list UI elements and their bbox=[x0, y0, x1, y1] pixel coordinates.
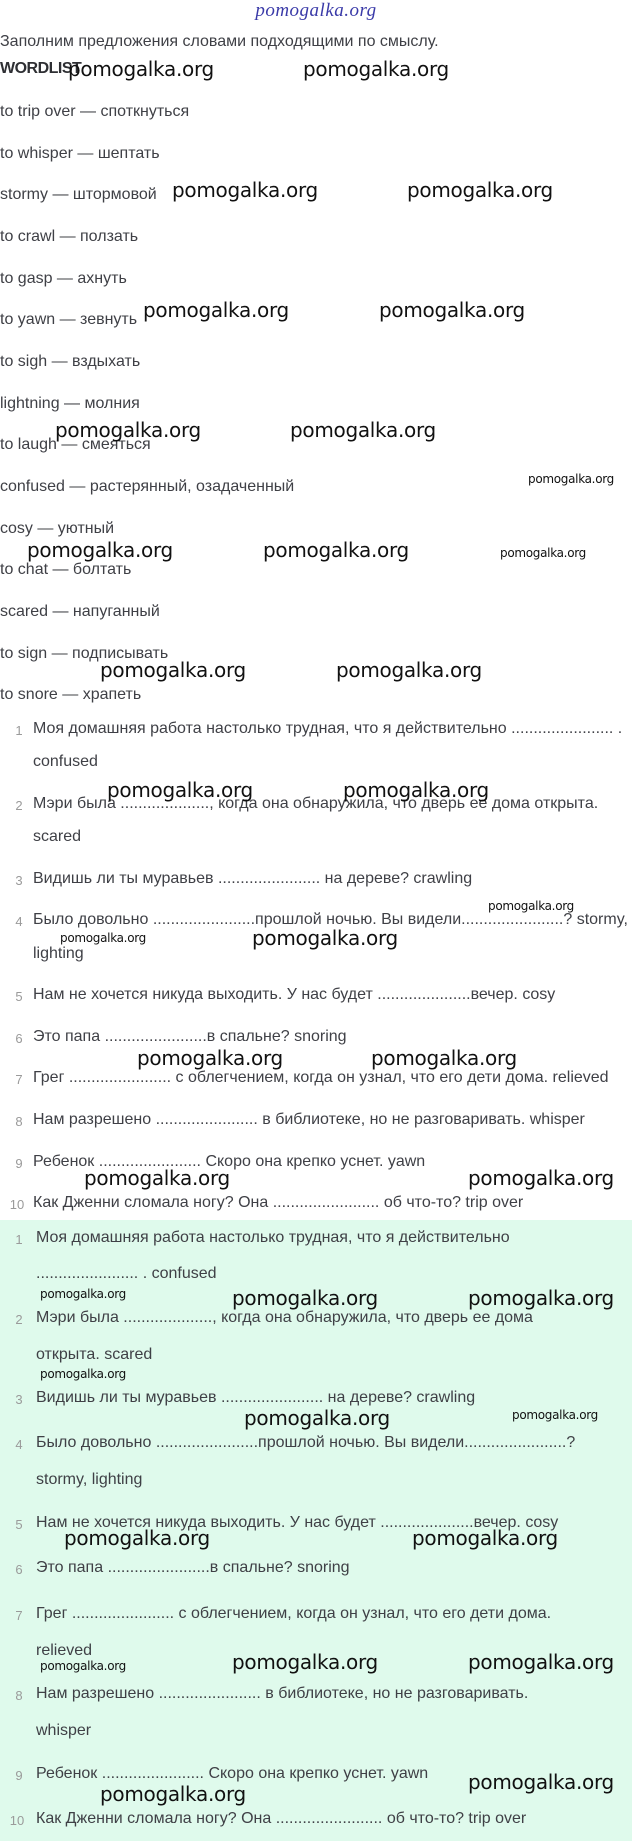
answer-item-text: Как Дженни сломала ногу? Она ........................ об что-то? trip over bbox=[36, 1810, 527, 1827]
answer-item-answer: открыта. scared bbox=[36, 1346, 153, 1363]
wordlist-item: to snore — храпеть bbox=[0, 686, 142, 703]
exercise-item-text: Нам не хочется никуда выходить. У нас будет .....................вечер. cosy bbox=[33, 986, 556, 1003]
item-number: 6 bbox=[15, 1031, 23, 1046]
exercise-item-text: Как Дженни сломала ногу? Она ........................ об что-то? trip over bbox=[33, 1194, 524, 1211]
wordlist-item: scared — напуганный bbox=[0, 603, 160, 620]
watermark: pomogalka.org bbox=[252, 926, 398, 950]
answer-item-text: Ребенок ....................... Скоро она крепко уснет. yawn bbox=[36, 1765, 429, 1782]
exercise-item-text: Это папа .......................в спальне? snoring bbox=[33, 1028, 347, 1045]
watermark: pomogalka.org bbox=[407, 178, 553, 202]
wordlist-item: stormy — штормовой bbox=[0, 186, 157, 203]
exercise-item-text: Видишь ли ты муравьев ....................... на дереве? crawling bbox=[33, 870, 473, 887]
answer-number: 1 bbox=[15, 1232, 23, 1247]
answer-item-text: Видишь ли ты муравьев ....................... на дереве? crawling bbox=[36, 1389, 476, 1406]
watermark: pomogalka.org bbox=[68, 57, 214, 81]
answer-item-text: Мэри была ...................., когда она обнаружила, что дверь ее дома bbox=[36, 1309, 533, 1326]
watermark: pomogalka.org bbox=[107, 778, 253, 802]
item-number: 2 bbox=[15, 798, 23, 813]
watermark: pomogalka.org bbox=[27, 538, 173, 562]
watermark: pomogalka.org bbox=[468, 1166, 614, 1190]
watermark: pomogalka.org bbox=[528, 472, 614, 486]
wordlist-item: to sigh — вздыхать bbox=[0, 353, 141, 370]
watermark: pomogalka.org bbox=[468, 1770, 614, 1794]
wordlist-title: WORDLIST bbox=[0, 60, 82, 77]
watermark: pomogalka.org bbox=[500, 546, 586, 560]
watermark: pomogalka.org bbox=[100, 1782, 246, 1806]
answer-item-answer: stormy, lighting bbox=[36, 1471, 143, 1488]
watermark: pomogalka.org bbox=[244, 1406, 390, 1430]
item-number: 4 bbox=[15, 914, 23, 929]
wordlist-item: lightning — молния bbox=[0, 395, 140, 412]
wordlist-item: to chat — болтать bbox=[0, 561, 132, 578]
watermark: pomogalka.org bbox=[143, 298, 289, 322]
exercise-item-text: Было довольно .......................прошлой ночью. Вы видели.......................? stormy, bbox=[33, 911, 628, 928]
item-number: 7 bbox=[15, 1072, 23, 1087]
watermark: pomogalka.org bbox=[468, 1650, 614, 1674]
watermark: pomogalka.org bbox=[303, 57, 449, 81]
item-number: 9 bbox=[15, 1156, 23, 1171]
exercise-item-text: Грег ....................... с облегчением, когда он узнал, что его дети дома. relieved bbox=[33, 1069, 609, 1086]
answer-number: 4 bbox=[15, 1437, 23, 1452]
wordlist-item: to trip over — споткнуться bbox=[0, 103, 190, 120]
answer-item-text: Это папа .......................в спальне? snoring bbox=[36, 1559, 350, 1576]
watermark: pomogalka.org bbox=[263, 538, 409, 562]
item-number: 8 bbox=[15, 1114, 23, 1129]
watermark: pomogalka.org bbox=[40, 1287, 126, 1301]
answer-item-text: Моя домашняя работа настолько трудная, что я действительно bbox=[36, 1229, 510, 1246]
watermark: pomogalka.org bbox=[137, 1046, 283, 1070]
answer-number: 10 bbox=[9, 1813, 25, 1828]
watermark: pomogalka.org bbox=[379, 298, 525, 322]
watermark: pomogalka.org bbox=[64, 1526, 210, 1550]
exercise-item-text: Моя домашняя работа настолько трудная, что я действительно ....................... . bbox=[33, 720, 623, 737]
answer-item-text: Было довольно .......................прошлой ночью. Вы видели.......................? bbox=[36, 1434, 576, 1451]
exercise-item-answer: confused bbox=[33, 753, 98, 770]
wordlist-item: to yawn — зевнуть bbox=[0, 311, 138, 328]
watermark: pomogalka.org bbox=[232, 1650, 378, 1674]
answer-number: 7 bbox=[15, 1608, 23, 1623]
watermark: pomogalka.org bbox=[55, 418, 201, 442]
answer-number: 5 bbox=[15, 1517, 23, 1532]
wordlist-item: to laugh — смеяться bbox=[0, 436, 151, 453]
answer-number: 8 bbox=[15, 1688, 23, 1703]
wordlist-item: cosy — уютный bbox=[0, 520, 115, 537]
answer-item-text: Нам разрешено ....................... в библиотеке, но не разговаривать. bbox=[36, 1685, 529, 1702]
item-number: 3 bbox=[15, 873, 23, 888]
watermark: pomogalka.org bbox=[40, 1367, 126, 1381]
exercise-item-text: Ребенок ....................... Скоро она крепко уснет. yawn bbox=[33, 1153, 426, 1170]
answer-number: 6 bbox=[15, 1562, 23, 1577]
watermark: pomogalka.org bbox=[290, 418, 436, 442]
watermark: pomogalka.org bbox=[512, 1408, 598, 1422]
watermark: pomogalka.org bbox=[100, 658, 246, 682]
watermark: pomogalka.org bbox=[336, 658, 482, 682]
answer-item-answer: relieved bbox=[36, 1642, 93, 1659]
task-instruction: Заполним предложения словами подходящими по смыслу. bbox=[0, 33, 439, 50]
watermark: pomogalka.org bbox=[371, 1046, 517, 1070]
answer-item-answer: whisper bbox=[36, 1722, 92, 1739]
answer-number: 3 bbox=[15, 1392, 23, 1407]
answer-number: 2 bbox=[15, 1312, 23, 1327]
wordlist-item: confused — растерянный, озадаченный bbox=[0, 478, 295, 495]
watermark: pomogalka.org bbox=[172, 178, 318, 202]
answer-item-answer: ....................... . confused bbox=[36, 1265, 217, 1282]
site-logo[interactable]: pomogalka.org bbox=[255, 0, 377, 21]
wordlist-item: to sign — подписывать bbox=[0, 645, 169, 662]
exercise-item-answer: lighting bbox=[33, 945, 84, 962]
watermark: pomogalka.org bbox=[488, 899, 574, 913]
watermark: pomogalka.org bbox=[232, 1286, 378, 1310]
wordlist-item: to crawl — ползать bbox=[0, 228, 139, 245]
wordlist-item: to gasp — ахнуть bbox=[0, 270, 127, 287]
answer-item-text: Грег ....................... с облегчением, когда он узнал, что его дети дома. bbox=[36, 1605, 552, 1622]
watermark: pomogalka.org bbox=[468, 1286, 614, 1310]
watermark: pomogalka.org bbox=[412, 1526, 558, 1550]
item-number: 1 bbox=[15, 723, 23, 738]
answer-item-text: Нам не хочется никуда выходить. У нас будет .....................вечер. cosy bbox=[36, 1514, 559, 1531]
exercise-item-text: Мэри была ...................., когда она обнаружила, что дверь ее дома открыта. bbox=[33, 795, 599, 812]
answer-number: 9 bbox=[15, 1768, 23, 1783]
watermark: pomogalka.org bbox=[40, 1659, 126, 1673]
exercise-item-text: Нам разрешено ....................... в библиотеке, но не разговаривать. whisper bbox=[33, 1111, 585, 1128]
exercise-item-answer: scared bbox=[33, 828, 82, 845]
watermark: pomogalka.org bbox=[84, 1166, 230, 1190]
item-number: 10 bbox=[9, 1197, 25, 1212]
wordlist-item: to whisper — шептать bbox=[0, 145, 160, 162]
watermark: pomogalka.org bbox=[343, 778, 489, 802]
item-number: 5 bbox=[15, 989, 23, 1004]
watermark: pomogalka.org bbox=[60, 931, 146, 945]
